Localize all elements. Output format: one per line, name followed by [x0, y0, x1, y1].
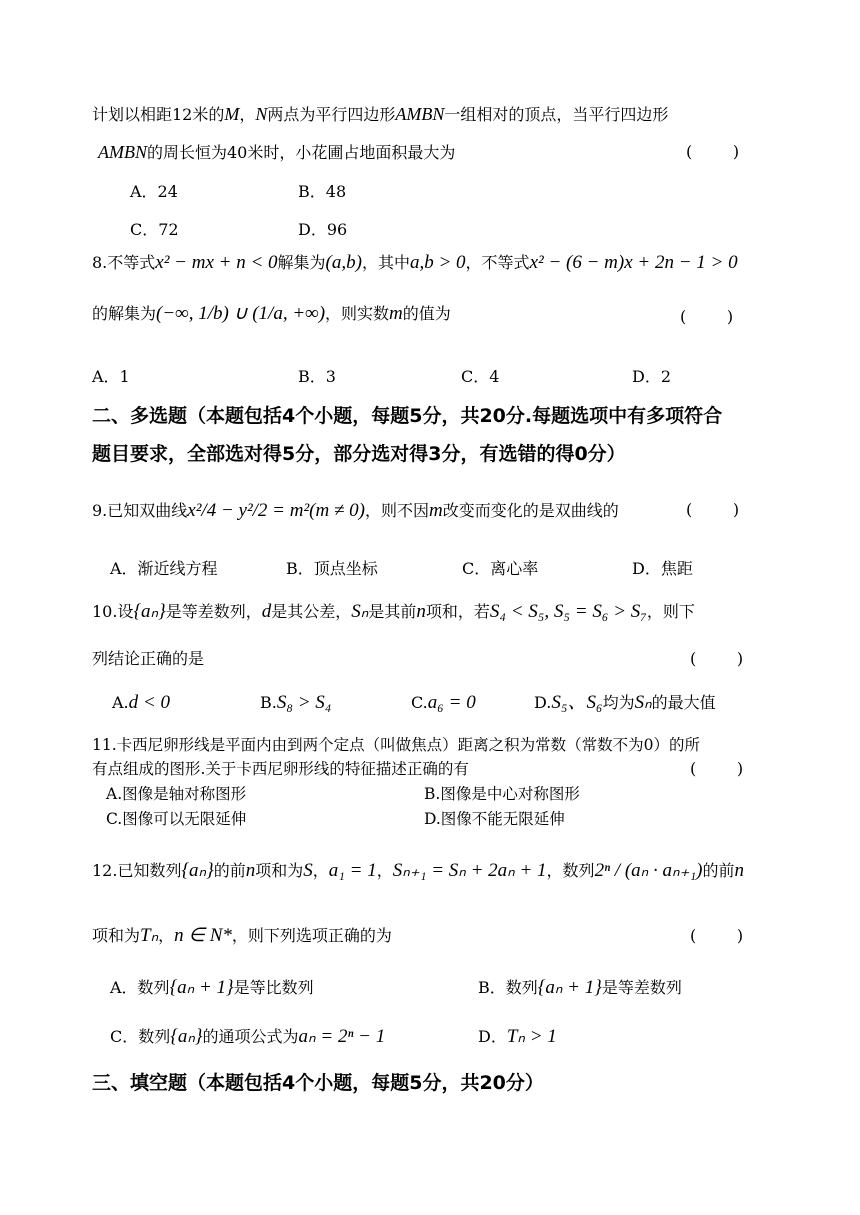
q7-text-c: 一组相对的顶点，当平行四边形	[444, 105, 669, 124]
q10-option-d-sn: Sₙ	[634, 692, 652, 713]
q11-line2: 有点组成的图形.关于卡西尼卵形线的特征描述正确的有	[92, 760, 469, 778]
q12-prefix: 12.已知数列	[92, 861, 182, 880]
q10-text-c: 是其前	[368, 602, 417, 621]
q10-condition: S₄ < S₅, S₅ = S₆ > S₇	[489, 601, 647, 622]
q12-a1: a₁ = 1	[328, 860, 377, 881]
q7-point-n: N	[255, 104, 268, 124]
q7-option-a: A．24	[130, 182, 178, 201]
q12-var-s: S	[303, 860, 313, 881]
q12-recurrence: Sₙ₊₁ = Sₙ + 2aₙ + 1	[392, 860, 547, 881]
q11-answer-paren: ( )	[690, 759, 744, 778]
q8-option-a: A．1	[92, 367, 130, 386]
q10-line2: 列结论正确的是	[92, 649, 205, 668]
q12-option-a-seq: {aₙ + 1}	[169, 977, 234, 998]
q10-option-d	[534, 692, 716, 714]
q12-var-tn: Tₙ	[140, 925, 159, 946]
q7-comma: ，	[239, 105, 256, 124]
q7-option-b: B．48	[298, 182, 347, 201]
q12-answer-paren: ( )	[690, 926, 744, 945]
q10-var-sn: Sₙ	[351, 601, 369, 622]
q12-option-b	[478, 977, 682, 999]
q12-option-a-label: A．数列	[110, 978, 170, 997]
q11-line1: 11.卡西尼卵形线是平面内由到两个定点（叫做焦点）距离之积为常数（常数不为0）的所	[92, 736, 701, 754]
q12-fraction-seq: 2ⁿ / (aₙ · aₙ₊₁)	[594, 860, 703, 881]
q11-option-c: C.图像可以无限延伸	[106, 810, 247, 828]
q7-line1	[92, 103, 668, 126]
q8-condition: a,b > 0	[409, 252, 466, 273]
q12-option-d-label: D．	[478, 1027, 507, 1046]
q10-text-a: 是等差数列，	[165, 602, 262, 621]
q12-option-a-text: 是等比数列	[233, 978, 314, 997]
q12-line2	[92, 925, 392, 947]
q12-seq: {aₙ}	[181, 860, 214, 881]
q8-text-d: 的解集为	[92, 304, 157, 323]
q12-option-c-seq: {aₙ}	[170, 1026, 203, 1047]
q10-text-b: 是其公差，	[271, 602, 352, 621]
q12-var-n: n	[245, 860, 256, 881]
q10-option-a-label: A.	[112, 693, 129, 712]
q10-text-d: 项和，若	[425, 602, 490, 621]
q12-option-c-label: C．数列	[110, 1027, 171, 1046]
q10-answer-paren: ( )	[690, 649, 744, 668]
q12-option-b-seq: {aₙ + 1}	[537, 977, 602, 998]
q12-text-c: ，	[312, 861, 329, 880]
q8-inequality-2: x² − (6 − m)x + 2n − 1 > 0	[529, 252, 738, 273]
q7-text-b: 两点为平行四边形	[267, 105, 396, 124]
q7-ambn-2: AMBN	[98, 142, 147, 162]
q12-nset: n ∈ N*	[174, 925, 232, 946]
section2-heading-line2: 题目要求，全部选对得5分，部分选对得3分，有选错的得0分）	[92, 443, 626, 465]
q7-text-d: 的周长恒为40米时，小花圃占地面积最大为	[147, 143, 456, 162]
q11-option-a: A.图像是轴对称图形	[106, 785, 247, 803]
q8-option-c: C．4	[461, 367, 500, 386]
q12-text-f: 的前	[702, 861, 735, 880]
q9-option-c: C．离心率	[462, 559, 539, 578]
q8-prefix: 8.不等式	[92, 253, 156, 272]
q12-option-d	[478, 1026, 557, 1048]
q8-line1	[92, 252, 738, 274]
q10-option-d-text-a: 均为	[602, 693, 635, 712]
q10-option-d-math: S₅、S₆	[551, 692, 603, 713]
q10-line1	[92, 601, 695, 623]
q12-option-b-label: B．数列	[478, 978, 538, 997]
q10-option-a	[112, 692, 170, 714]
q12-option-c-text: 的通项公式为	[202, 1027, 299, 1046]
q8-text-b: ，其中	[361, 253, 410, 272]
q8-var-m: m	[389, 303, 403, 324]
q9-line	[92, 496, 619, 526]
q9-equation: x²/4 − y²/2 = m²(m ≠ 0)	[187, 500, 365, 521]
q10-text-e: ，则下	[646, 602, 695, 621]
q12-option-d-eq: Tₙ > 1	[506, 1026, 557, 1047]
q8-line2	[92, 294, 451, 334]
q12-var-n-2: n	[734, 860, 745, 881]
q12-text-i: ，则下列选项正确的为	[231, 926, 392, 945]
q9-answer-paren: ( )	[686, 500, 740, 519]
q8-inequality-1: x² − mx + n < 0	[155, 252, 278, 273]
q12-option-c	[110, 1026, 385, 1048]
q7-text-a: 计划以相距12米的	[92, 105, 225, 124]
q8-solution-set: (−∞, 1/b) ∪ (1/a, +∞)	[156, 303, 326, 324]
q12-text-d: ，	[376, 861, 393, 880]
q9-option-b: B．顶点坐标	[286, 559, 378, 578]
q12-text-a: 的前	[213, 861, 246, 880]
q7-line2	[98, 141, 455, 164]
q10-prefix: 10.设	[92, 602, 134, 621]
q8-text-e: ，则实数	[325, 304, 390, 323]
q7-answer-paren: ( )	[686, 142, 740, 161]
q8-text-c: ，不等式	[465, 253, 530, 272]
q12-text-h: ，	[158, 926, 175, 945]
q9-var-m: m	[428, 500, 443, 521]
q8-option-b: B．3	[298, 367, 336, 386]
q7-point-m: M	[224, 104, 240, 124]
section3-heading: 三、填空题（本题包括4个小题，每题5分，共20分）	[92, 1072, 544, 1094]
q12-line1	[92, 858, 744, 884]
q9-prefix: 9.已知双曲线	[92, 501, 188, 520]
q10-var-d: d	[261, 601, 272, 622]
q10-var-n: n	[416, 601, 426, 622]
q8-answer-paren: ( )	[680, 307, 734, 326]
q12-text-g: 项和为	[92, 926, 141, 945]
q11-option-b: B.图像是中心对称图形	[424, 785, 580, 803]
q9-text-b: 改变而变化的是双曲线的	[442, 501, 619, 520]
q12-option-a	[110, 977, 314, 999]
q9-option-d: D．焦距	[632, 559, 693, 578]
q10-option-c-label: C.	[411, 693, 428, 712]
q9-text-a: ，则不因	[364, 501, 429, 520]
q7-ambn: AMBN	[395, 104, 445, 124]
q10-option-b-math: S₈ > S₄	[276, 692, 332, 713]
q8-text-a: 解集为	[277, 253, 326, 272]
q11-option-d: D.图像不能无限延伸	[424, 810, 565, 828]
q8-option-d: D．2	[632, 367, 672, 386]
q10-option-b	[260, 692, 331, 714]
q8-interval: (a,b)	[325, 252, 362, 273]
q10-option-d-label: D.	[534, 693, 552, 712]
q12-text-e: ，数列	[546, 861, 595, 880]
q7-option-c: C．72	[130, 220, 179, 239]
section2-heading-line1: 二、多选题（本题包括4个小题，每题5分，共20分.每题选项中有多项符合	[92, 405, 723, 427]
q7-option-d: D．96	[298, 220, 348, 239]
q10-option-c	[411, 692, 476, 714]
q10-option-a-math: d < 0	[128, 692, 170, 713]
q10-option-d-text-b: 的最大值	[651, 693, 716, 712]
q8-text-f: 的值为	[402, 304, 451, 323]
q10-option-b-label: B.	[260, 693, 277, 712]
q12-text-b: 项和为	[255, 861, 304, 880]
q9-option-a: A．渐近线方程	[110, 559, 218, 578]
q10-option-c-math: a₆ = 0	[427, 692, 476, 713]
q12-option-c-eq: aₙ = 2ⁿ − 1	[298, 1026, 386, 1047]
q12-option-b-text: 是等差数列	[601, 978, 682, 997]
q10-seq: {aₙ}	[133, 601, 166, 622]
